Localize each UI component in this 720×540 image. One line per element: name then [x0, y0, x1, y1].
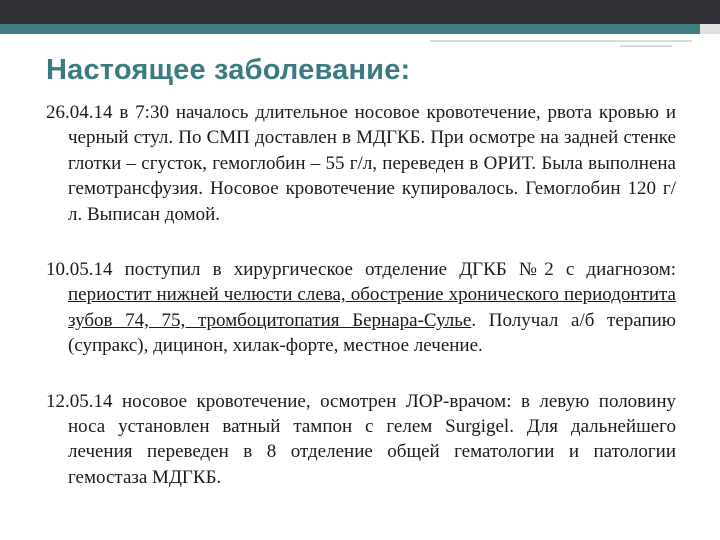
- paragraph-event-may-12: 12.05.14 носовое кровотечение, осмотрен ЛОР-врачом: в левую половину носа установлен ватный тампон с гелем Surgigel. Для дальнейшего лечения переведен в 8 отделение общей гематологии и патологии гемостаза МДГКБ.: [46, 390, 676, 488]
- decorative-line-short: [620, 45, 672, 47]
- diagnosis-text: периостит нижней челюсти слева, обострение хронического периодонтита зубов 74, 75, тромбоцитопатия Бернара-Сулье: [68, 284, 676, 331]
- slide-title: Настоящее заболевание:: [46, 54, 411, 86]
- paragraph-lead-text: 10.05.14 поступил в хирургическое отделение ДГКБ №2 с диагнозом:: [46, 259, 676, 281]
- paragraph-admission-april: 26.04.14 в 7:30 началось длительное носовое кровотечение, рвота кровью и черный стул. По СМП доставлен в МДГКБ. При осмотре на задней стенке глотки – сгусток, гемоглобин – 55 г/л, переведен в ОРИТ. Была выполнена гемотрансфузия. Носовое кровотечение купировалось. Гемоглобин 120 г/л. Выписан домой.: [46, 102, 676, 225]
- header-bar-accent: [700, 24, 720, 34]
- paragraph-tail-text: . Получал а/б терапию (супракс), дицинон, хилак-форте, местное лечение.: [68, 309, 677, 357]
- decorative-line: [430, 40, 692, 42]
- paragraph-admission-may-10: [46, 257, 676, 359]
- slide-content: [46, 100, 676, 490]
- header-bar-teal: [0, 24, 700, 34]
- header-bar-dark: [0, 0, 720, 24]
